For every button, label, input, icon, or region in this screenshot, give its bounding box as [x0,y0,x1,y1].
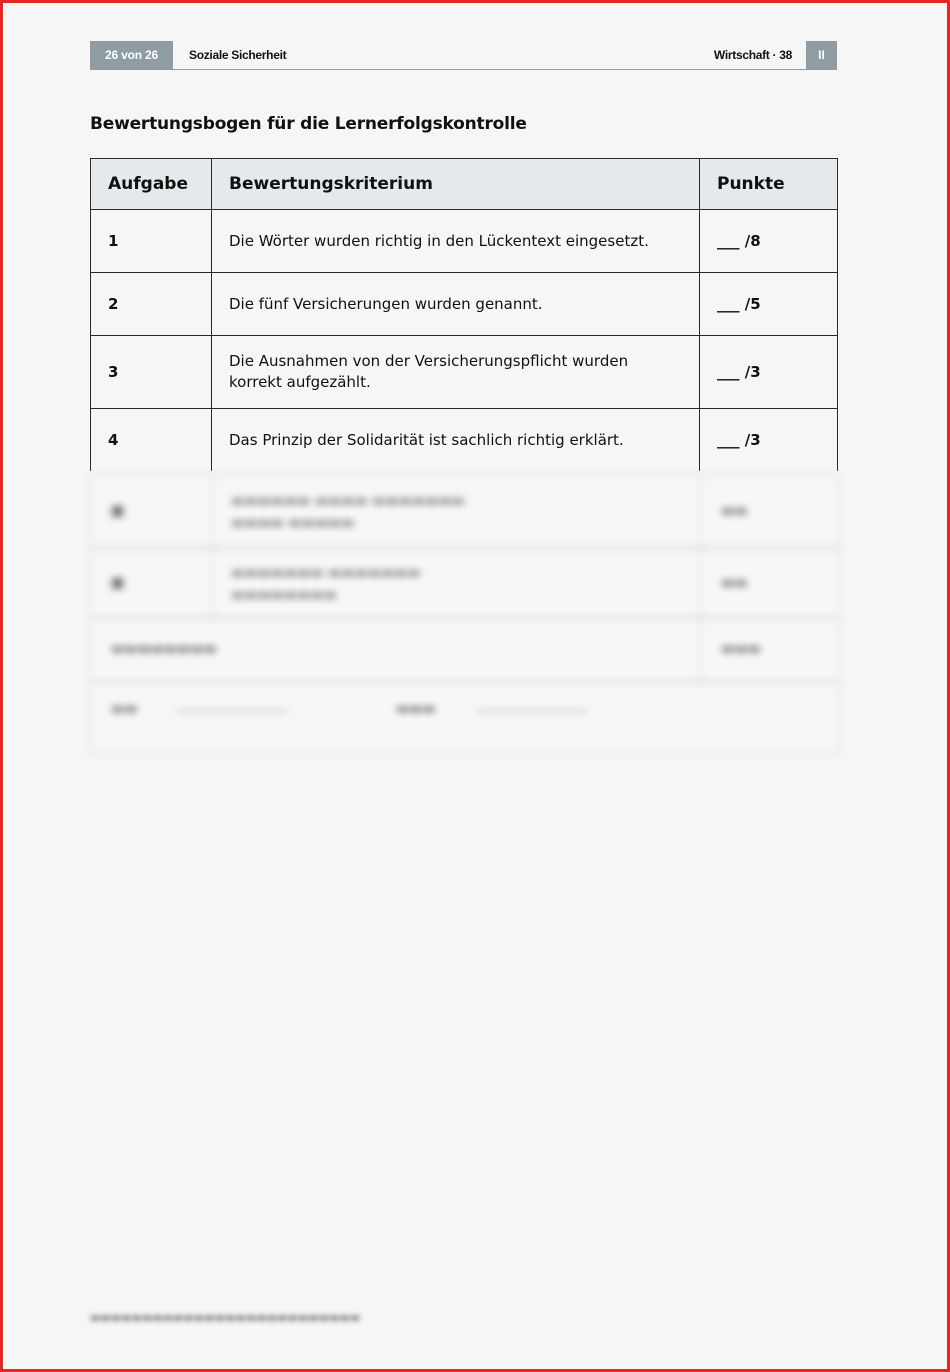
table-row [91,336,838,409]
blurred-row: ■ ▬▬▬▬▬▬ ▬▬▬▬ ▬▬▬▬▬▬▬ ▬▬▬▬ ▬▬▬▬▬ ▬▬ [90,474,839,548]
subject-label: Wirtschaft · 38 [713,48,792,62]
points-field: ___ /5 [700,273,838,336]
blurred-row: ▬▬▬▬▬▬▬▬ ▬▬▬ [90,618,839,682]
section-title: Soziale Sicherheit [189,48,287,62]
points-field: ___ /8 [700,210,838,273]
table-row [91,409,838,472]
page-header [90,41,837,70]
task-number: 1 [91,210,212,273]
criterion-text: Das Prinzip der Solidarität ist sachlich richtig erklärt. [212,409,700,472]
table-header-row [91,159,838,210]
level-badge: II [806,41,837,69]
table-row [91,273,838,336]
points-field: ___ /3 [700,336,838,409]
blurred-table-continuation [90,464,840,759]
criterion-text: Die Ausnahmen von der Versicherungspflicht wurden korrekt aufgezählt. [212,336,700,409]
column-header-points: Punkte [700,159,838,210]
task-number: 2 [91,273,212,336]
table-row [91,210,838,273]
document-title: Bewertungsbogen für die Lernerfolgskontrolle [90,114,527,134]
criterion-text: Die fünf Versicherungen wurden genannt. [212,273,700,336]
task-number: 4 [91,409,212,472]
task-number: 3 [91,336,212,409]
page-indicator: 26 von 26 [90,41,173,69]
column-header-criterion: Bewertungskriterium [212,159,700,210]
blurred-footer: ▬▬▬▬▬▬▬▬▬▬▬▬▬▬▬▬▬▬▬▬▬▬▬▬▬▬ [90,1311,361,1324]
criterion-text: Die Wörter wurden richtig in den Lückentext eingesetzt. [212,210,700,273]
blurred-row: ▬▬ ―――――――― ▬▬▬ ―――――――― [90,682,839,754]
column-header-task: Aufgabe [91,159,212,210]
points-field: ___ /3 [700,409,838,472]
blurred-row: ■ ▬▬▬▬▬▬▬ ▬▬▬▬▬▬▬ ▬▬▬▬▬▬▬▬ ▬▬ [90,548,839,618]
grading-table [90,158,838,471]
